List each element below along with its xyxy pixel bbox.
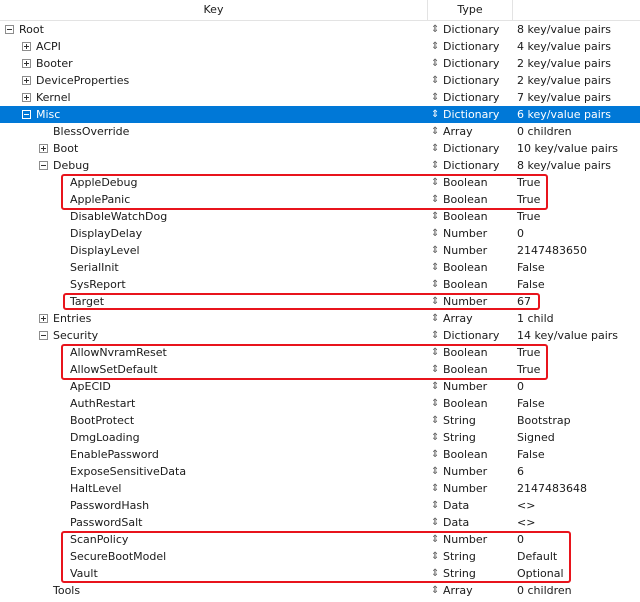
type-cell[interactable] bbox=[428, 480, 513, 497]
up-down-arrows-icon[interactable]: ⇕ bbox=[431, 75, 440, 86]
type-cell[interactable] bbox=[428, 327, 513, 344]
up-down-arrows-icon[interactable]: ⇕ bbox=[431, 177, 440, 188]
key-label: Security bbox=[53, 329, 99, 342]
expand-icon[interactable] bbox=[22, 42, 31, 51]
key-label: DisableWatchDog bbox=[70, 210, 168, 223]
up-down-arrows-icon[interactable]: ⇕ bbox=[431, 381, 440, 392]
expand-icon[interactable] bbox=[22, 76, 31, 85]
key-label: Booter bbox=[36, 57, 73, 70]
type-label: Boolean bbox=[443, 363, 488, 376]
key-label: Misc bbox=[36, 108, 61, 121]
key-cell bbox=[0, 310, 428, 327]
type-cell[interactable] bbox=[428, 531, 513, 548]
tree-row-dmgloading[interactable] bbox=[0, 429, 640, 446]
tree-row-scanpolicy[interactable] bbox=[0, 531, 640, 548]
key-label: DisplayLevel bbox=[70, 244, 140, 257]
collapse-icon[interactable] bbox=[39, 331, 48, 340]
key-cell bbox=[0, 497, 428, 514]
type-label: Boolean bbox=[443, 261, 488, 274]
key-label: Kernel bbox=[36, 91, 71, 104]
up-down-arrows-icon[interactable]: ⇕ bbox=[431, 585, 440, 596]
column-header bbox=[0, 0, 640, 21]
key-cell bbox=[0, 565, 428, 582]
type-cell[interactable] bbox=[428, 582, 513, 599]
key-label: Vault bbox=[70, 567, 98, 580]
type-label: String bbox=[443, 550, 476, 563]
type-label: Boolean bbox=[443, 448, 488, 461]
up-down-arrows-icon[interactable]: ⇕ bbox=[431, 449, 440, 460]
type-cell[interactable] bbox=[428, 395, 513, 412]
key-cell bbox=[0, 225, 428, 242]
type-label: Dictionary bbox=[443, 329, 500, 342]
expand-icon[interactable] bbox=[22, 93, 31, 102]
value-cell[interactable]: <> bbox=[517, 516, 536, 529]
type-label: Number bbox=[443, 482, 488, 495]
type-cell[interactable] bbox=[428, 174, 513, 191]
value-cell[interactable]: Signed bbox=[517, 431, 555, 444]
type-cell[interactable] bbox=[428, 259, 513, 276]
tree-row-debug[interactable] bbox=[0, 157, 640, 174]
key-cell bbox=[0, 242, 428, 259]
up-down-arrows-icon[interactable]: ⇕ bbox=[431, 41, 440, 52]
key-cell bbox=[0, 208, 428, 225]
type-cell[interactable] bbox=[428, 242, 513, 259]
value-cell[interactable]: 0 bbox=[517, 380, 524, 393]
key-label: AllowNvramReset bbox=[70, 346, 167, 359]
key-cell bbox=[0, 514, 428, 531]
up-down-arrows-icon[interactable]: ⇕ bbox=[431, 466, 440, 477]
key-label: DmgLoading bbox=[70, 431, 140, 444]
key-cell bbox=[0, 327, 428, 344]
value-cell[interactable]: 10 key/value pairs bbox=[517, 142, 619, 155]
up-down-arrows-icon[interactable]: ⇕ bbox=[431, 262, 440, 273]
tree-row-exposesensitivedata[interactable] bbox=[0, 463, 640, 480]
value-cell[interactable]: 0 bbox=[517, 227, 524, 240]
up-down-arrows-icon[interactable]: ⇕ bbox=[431, 211, 440, 222]
tree-row-displaylevel[interactable] bbox=[0, 242, 640, 259]
key-cell bbox=[0, 480, 428, 497]
type-label: Boolean bbox=[443, 176, 488, 189]
type-cell[interactable] bbox=[428, 378, 513, 395]
up-down-arrows-icon[interactable]: ⇕ bbox=[431, 500, 440, 511]
value-cell[interactable]: True bbox=[517, 210, 541, 223]
key-column-header[interactable]: Key bbox=[0, 0, 428, 20]
tree-row-deviceproperties[interactable] bbox=[0, 72, 640, 89]
type-label: Boolean bbox=[443, 397, 488, 410]
key-label: ACPI bbox=[36, 40, 61, 53]
collapse-icon[interactable] bbox=[22, 110, 31, 119]
type-cell[interactable] bbox=[428, 106, 513, 123]
type-cell[interactable] bbox=[428, 21, 513, 38]
up-down-arrows-icon[interactable]: ⇕ bbox=[431, 364, 440, 375]
type-label: Dictionary bbox=[443, 23, 500, 36]
key-label: ExposeSensitiveData bbox=[70, 465, 187, 478]
tree-row-blessoverride[interactable] bbox=[0, 123, 640, 140]
tree-row-displaydelay[interactable] bbox=[0, 225, 640, 242]
key-cell bbox=[0, 446, 428, 463]
type-cell[interactable] bbox=[428, 276, 513, 293]
type-label: Boolean bbox=[443, 278, 488, 291]
type-cell[interactable] bbox=[428, 191, 513, 208]
up-down-arrows-icon[interactable]: ⇕ bbox=[431, 330, 440, 341]
tree-row-booter[interactable] bbox=[0, 55, 640, 72]
value-cell[interactable]: 4 key/value pairs bbox=[517, 40, 612, 53]
key-cell bbox=[0, 276, 428, 293]
type-label: Number bbox=[443, 465, 488, 478]
up-down-arrows-icon[interactable]: ⇕ bbox=[431, 398, 440, 409]
value-cell[interactable]: False bbox=[517, 261, 545, 274]
type-cell[interactable] bbox=[428, 446, 513, 463]
value-cell[interactable]: 0 children bbox=[517, 584, 572, 597]
type-label: Dictionary bbox=[443, 40, 500, 53]
value-cell[interactable]: False bbox=[517, 448, 545, 461]
key-label: PasswordSalt bbox=[70, 516, 143, 529]
up-down-arrows-icon[interactable]: ⇕ bbox=[431, 568, 440, 579]
value-cell[interactable]: Optional bbox=[517, 567, 564, 580]
key-cell bbox=[0, 106, 428, 123]
type-label: String bbox=[443, 431, 476, 444]
key-cell bbox=[0, 55, 428, 72]
key-label: BlessOverride bbox=[53, 125, 130, 138]
tree-row-security[interactable] bbox=[0, 327, 640, 344]
type-label: Dictionary bbox=[443, 142, 500, 155]
key-label: AppleDebug bbox=[70, 176, 138, 189]
type-label: Dictionary bbox=[443, 108, 500, 121]
value-cell[interactable]: 1 child bbox=[517, 312, 554, 325]
key-cell bbox=[0, 72, 428, 89]
type-cell[interactable] bbox=[428, 429, 513, 446]
up-down-arrows-icon[interactable]: ⇕ bbox=[431, 92, 440, 103]
value-cell[interactable]: False bbox=[517, 278, 545, 291]
value-cell[interactable]: 2147483648 bbox=[517, 482, 587, 495]
type-cell[interactable] bbox=[428, 514, 513, 531]
key-label: Entries bbox=[53, 312, 92, 325]
value-cell[interactable]: True bbox=[517, 346, 541, 359]
type-cell[interactable] bbox=[428, 412, 513, 429]
expand-icon[interactable] bbox=[39, 144, 48, 153]
collapse-icon[interactable] bbox=[5, 25, 14, 34]
key-cell bbox=[0, 463, 428, 480]
up-down-arrows-icon[interactable]: ⇕ bbox=[431, 517, 440, 528]
value-cell[interactable]: True bbox=[517, 363, 541, 376]
key-label: Tools bbox=[53, 584, 81, 597]
up-down-arrows-icon[interactable]: ⇕ bbox=[431, 228, 440, 239]
up-down-arrows-icon[interactable]: ⇕ bbox=[431, 126, 440, 137]
key-label: BootProtect bbox=[70, 414, 135, 427]
key-cell bbox=[0, 395, 428, 412]
type-cell[interactable] bbox=[428, 123, 513, 140]
type-label: Data bbox=[443, 499, 470, 512]
up-down-arrows-icon[interactable]: ⇕ bbox=[431, 160, 440, 171]
key-cell bbox=[0, 157, 428, 174]
value-cell[interactable]: 8 key/value pairs bbox=[517, 159, 612, 172]
tree-row-misc[interactable] bbox=[0, 106, 640, 123]
value-cell[interactable]: 6 key/value pairs bbox=[517, 108, 612, 121]
key-label: AuthRestart bbox=[70, 397, 136, 410]
type-label: Boolean bbox=[443, 346, 488, 359]
key-cell bbox=[0, 21, 428, 38]
key-label: AllowSetDefault bbox=[70, 363, 158, 376]
key-cell bbox=[0, 548, 428, 565]
value-cell[interactable]: 67 bbox=[517, 295, 531, 308]
key-label: ScanPolicy bbox=[70, 533, 129, 546]
tree-row-passwordhash[interactable] bbox=[0, 497, 640, 514]
type-cell[interactable] bbox=[428, 225, 513, 242]
type-label: String bbox=[443, 414, 476, 427]
key-label: ApECID bbox=[70, 380, 111, 393]
up-down-arrows-icon[interactable]: ⇕ bbox=[431, 143, 440, 154]
value-cell[interactable]: 2 key/value pairs bbox=[517, 57, 612, 70]
tree-row-haltlevel[interactable] bbox=[0, 480, 640, 497]
type-cell[interactable] bbox=[428, 361, 513, 378]
tree-row-boot[interactable] bbox=[0, 140, 640, 157]
key-cell bbox=[0, 361, 428, 378]
value-cell[interactable]: <> bbox=[517, 499, 536, 512]
type-label: Boolean bbox=[443, 193, 488, 206]
collapse-icon[interactable] bbox=[39, 161, 48, 170]
up-down-arrows-icon[interactable]: ⇕ bbox=[431, 279, 440, 290]
up-down-arrows-icon[interactable]: ⇕ bbox=[431, 194, 440, 205]
type-cell[interactable] bbox=[428, 140, 513, 157]
key-label: EnablePassword bbox=[70, 448, 159, 461]
key-label: Target bbox=[70, 295, 105, 308]
key-label: HaltLevel bbox=[70, 482, 122, 495]
type-column-header[interactable]: Type bbox=[428, 0, 513, 20]
key-label: SerialInit bbox=[70, 261, 119, 274]
up-down-arrows-icon[interactable]: ⇕ bbox=[431, 415, 440, 426]
key-label: ApplePanic bbox=[70, 193, 131, 206]
tree-row-disablewatchdog[interactable] bbox=[0, 208, 640, 225]
key-cell bbox=[0, 429, 428, 446]
up-down-arrows-icon[interactable]: ⇕ bbox=[431, 109, 440, 120]
tree-row-appledebug[interactable] bbox=[0, 174, 640, 191]
tree-row-serialinit[interactable] bbox=[0, 259, 640, 276]
type-label: Array bbox=[443, 312, 473, 325]
type-label: Number bbox=[443, 380, 488, 393]
value-cell[interactable]: 2147483650 bbox=[517, 244, 587, 257]
type-label: Boolean bbox=[443, 210, 488, 223]
tree-row-target[interactable] bbox=[0, 293, 640, 310]
type-label: Dictionary bbox=[443, 159, 500, 172]
type-cell[interactable] bbox=[428, 89, 513, 106]
key-cell bbox=[0, 531, 428, 548]
type-label: Dictionary bbox=[443, 91, 500, 104]
key-cell bbox=[0, 582, 428, 599]
key-cell bbox=[0, 259, 428, 276]
key-cell bbox=[0, 293, 428, 310]
tree-row-apecid[interactable] bbox=[0, 378, 640, 395]
key-cell bbox=[0, 140, 428, 157]
tree-row-root[interactable] bbox=[0, 21, 640, 38]
value-column-header[interactable] bbox=[513, 0, 640, 20]
value-cell[interactable]: True bbox=[517, 193, 541, 206]
up-down-arrows-icon[interactable]: ⇕ bbox=[431, 347, 440, 358]
type-label: Array bbox=[443, 584, 473, 597]
up-down-arrows-icon[interactable]: ⇕ bbox=[431, 483, 440, 494]
type-label: Data bbox=[443, 516, 470, 529]
value-cell[interactable]: 7 key/value pairs bbox=[517, 91, 612, 104]
tree-row-applepanic[interactable] bbox=[0, 191, 640, 208]
tree-row-bootprotect[interactable] bbox=[0, 412, 640, 429]
value-cell[interactable]: False bbox=[517, 397, 545, 410]
tree-row-sysreport[interactable] bbox=[0, 276, 640, 293]
expand-icon[interactable] bbox=[22, 59, 31, 68]
up-down-arrows-icon[interactable]: ⇕ bbox=[431, 313, 440, 324]
key-cell bbox=[0, 344, 428, 361]
value-cell[interactable]: Default bbox=[517, 550, 558, 563]
type-cell[interactable] bbox=[428, 548, 513, 565]
value-cell[interactable]: Bootstrap bbox=[517, 414, 571, 427]
type-cell[interactable] bbox=[428, 463, 513, 480]
type-cell[interactable] bbox=[428, 497, 513, 514]
type-label: Array bbox=[443, 125, 473, 138]
tree-row-authrestart[interactable] bbox=[0, 395, 640, 412]
tree-row-allowsetdefault[interactable] bbox=[0, 361, 640, 378]
key-label: SecureBootModel bbox=[70, 550, 167, 563]
value-cell[interactable]: True bbox=[517, 176, 541, 189]
value-cell[interactable]: 0 children bbox=[517, 125, 572, 138]
key-label: DeviceProperties bbox=[36, 74, 130, 87]
value-cell[interactable]: 6 bbox=[517, 465, 524, 478]
key-cell bbox=[0, 38, 428, 55]
key-label: Debug bbox=[53, 159, 90, 172]
tree-row-enablepassword[interactable] bbox=[0, 446, 640, 463]
key-label: DisplayDelay bbox=[70, 227, 143, 240]
type-cell[interactable] bbox=[428, 293, 513, 310]
tree-row-kernel[interactable] bbox=[0, 89, 640, 106]
type-label: Number bbox=[443, 533, 488, 546]
type-cell[interactable] bbox=[428, 72, 513, 89]
key-label: SysReport bbox=[70, 278, 126, 291]
type-cell[interactable] bbox=[428, 565, 513, 582]
tree-row-acpi[interactable] bbox=[0, 38, 640, 55]
key-cell bbox=[0, 412, 428, 429]
type-cell[interactable] bbox=[428, 208, 513, 225]
plist-tree bbox=[0, 21, 640, 599]
tree-row-passwordsalt[interactable] bbox=[0, 514, 640, 531]
key-label: PasswordHash bbox=[70, 499, 150, 512]
type-label: Number bbox=[443, 227, 488, 240]
key-cell bbox=[0, 89, 428, 106]
key-cell bbox=[0, 123, 428, 140]
key-label: Root bbox=[19, 23, 44, 36]
up-down-arrows-icon[interactable]: ⇕ bbox=[431, 551, 440, 562]
type-label: String bbox=[443, 567, 476, 580]
key-cell bbox=[0, 174, 428, 191]
key-label: Boot bbox=[53, 142, 79, 155]
type-cell[interactable] bbox=[428, 157, 513, 174]
value-cell[interactable]: 8 key/value pairs bbox=[517, 23, 612, 36]
type-cell[interactable] bbox=[428, 55, 513, 72]
type-label: Dictionary bbox=[443, 57, 500, 70]
tree-row-vault[interactable] bbox=[0, 565, 640, 582]
tree-row-entries[interactable] bbox=[0, 310, 640, 327]
up-down-arrows-icon[interactable]: ⇕ bbox=[431, 24, 440, 35]
up-down-arrows-icon[interactable]: ⇕ bbox=[431, 432, 440, 443]
value-cell[interactable]: 0 bbox=[517, 533, 524, 546]
type-cell[interactable] bbox=[428, 38, 513, 55]
key-cell bbox=[0, 378, 428, 395]
up-down-arrows-icon[interactable]: ⇕ bbox=[431, 534, 440, 545]
tree-row-allownvramreset[interactable] bbox=[0, 344, 640, 361]
key-cell bbox=[0, 191, 428, 208]
type-cell[interactable] bbox=[428, 344, 513, 361]
type-label: Number bbox=[443, 295, 488, 308]
up-down-arrows-icon[interactable]: ⇕ bbox=[431, 58, 440, 69]
value-cell[interactable]: 14 key/value pairs bbox=[517, 329, 619, 342]
type-cell[interactable] bbox=[428, 310, 513, 327]
tree-row-tools[interactable] bbox=[0, 582, 640, 599]
expand-icon[interactable] bbox=[39, 314, 48, 323]
type-label: Dictionary bbox=[443, 74, 500, 87]
up-down-arrows-icon[interactable]: ⇕ bbox=[431, 296, 440, 307]
value-cell[interactable]: 2 key/value pairs bbox=[517, 74, 612, 87]
up-down-arrows-icon[interactable]: ⇕ bbox=[431, 245, 440, 256]
tree-row-securebootmodel[interactable] bbox=[0, 548, 640, 565]
type-label: Number bbox=[443, 244, 488, 257]
